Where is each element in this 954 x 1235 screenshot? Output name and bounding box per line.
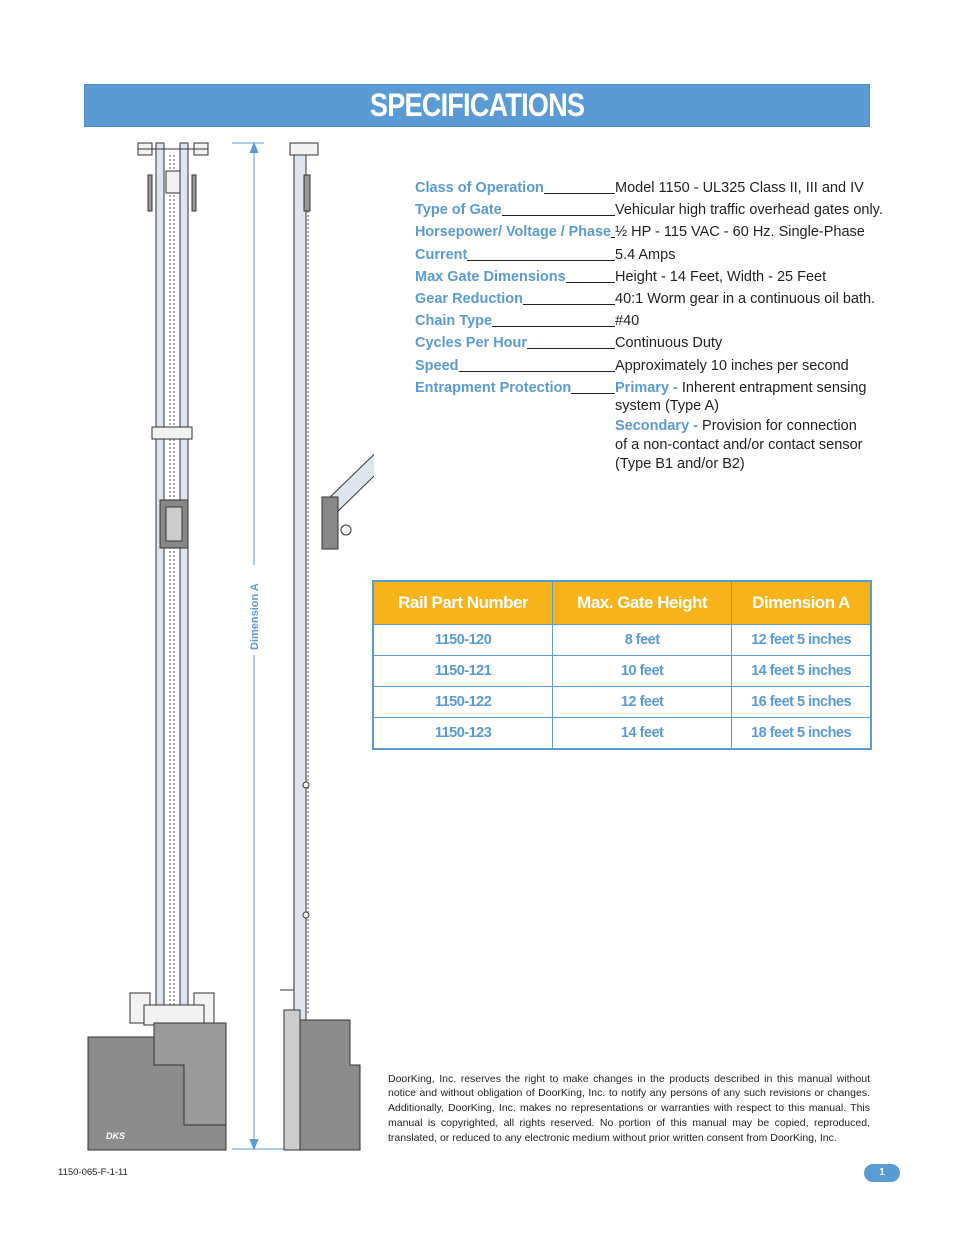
spec-value: Approximately 10 inches per second [615, 357, 849, 374]
table-cell: 10 feet [553, 656, 732, 687]
operator-rail-drawing [84, 135, 374, 1155]
table-cell: 14 feet 5 inches [732, 656, 871, 687]
table-row [373, 687, 871, 718]
drawing-logo: DKS [106, 1131, 126, 1141]
entrapment-secondary [615, 417, 870, 474]
table-cell: 12 feet [553, 687, 732, 718]
secondary-text: Provision for connection of a non-contact and/or contact sensor (Type B1 and/or B2) [615, 417, 863, 472]
spec-row-entrapment-protection [415, 379, 875, 415]
spec-label: Entrapment Protection [415, 379, 572, 396]
spec-label: Cycles Per Hour [415, 335, 528, 352]
table-cell: 1150-121 [373, 656, 553, 687]
header-rail-part-number: Rail Part Number [373, 581, 553, 625]
spec-value: Vehicular high traffic overhead gates only. [615, 202, 883, 219]
header-dimension-a: Dimension A [732, 581, 871, 625]
spec-row-horsepower [415, 223, 875, 241]
primary-label: Primary - [615, 379, 678, 396]
table-cell: 12 feet 5 inches [732, 625, 871, 656]
spec-row-current [415, 246, 875, 264]
spec-row-type-of-gate [415, 201, 883, 219]
spec-value: #40 [615, 313, 640, 330]
table-header-row [373, 581, 871, 625]
spec-value: Continuous Duty [615, 335, 723, 352]
table-cell: 16 feet 5 inches [732, 687, 871, 718]
table-cell: 1150-123 [373, 718, 553, 750]
dimension-a-label: Dimension A [249, 583, 261, 650]
document-code: 1150-065-F-1-11 [58, 1167, 128, 1178]
disclaimer-text: DoorKing, Inc. reserves the right to make changes in the products described in this manual without notice and without obligation of DoorKing, Inc. to notify any persons of any such revisions or changes. Additionally, DoorKing, Inc. makes no representations or warranties with respect to this manual. This manual is copyrighted, all rights reserved. No portion of this manual may be copied, reproduced, translated, or reduced to any electronic medium without prior written consent from DoorKing, Inc. [388, 1072, 870, 1144]
spec-label: Speed [415, 357, 459, 374]
spec-row-gear-reduction [415, 290, 875, 308]
spec-value: Height - 14 Feet, Width - 25 Feet [615, 268, 827, 285]
spec-label: Class of Operation [415, 180, 544, 196]
spec-label: Type of Gate [415, 202, 502, 219]
specifications-list [415, 179, 883, 474]
table-cell: 8 feet [553, 625, 732, 656]
spec-label: Max Gate Dimensions [415, 268, 566, 285]
spec-value: Model 1150 - UL325 Class II, III and IV [615, 180, 864, 196]
spec-row-class-of-operation [415, 179, 875, 197]
spec-row-speed [415, 357, 875, 375]
table-row [373, 625, 871, 656]
entrapment-primary [615, 379, 875, 415]
spec-label: Chain Type [415, 313, 493, 330]
spec-row-chain-type [415, 312, 875, 330]
spec-label: Gear Reduction [415, 290, 523, 307]
spec-row-max-gate-dimensions [415, 268, 875, 286]
spec-row-cycles-per-hour [415, 334, 875, 352]
page-number-badge: 1 [864, 1164, 900, 1182]
spec-label: Current [415, 246, 468, 263]
spec-value: 40:1 Worm gear in a continuous oil bath. [615, 290, 876, 307]
table-cell: 1150-122 [373, 687, 553, 718]
spec-value: 5.4 Amps [615, 246, 676, 263]
table-cell: 1150-120 [373, 625, 553, 656]
page-title: SPECIFICATIONS [369, 87, 585, 123]
table-row [373, 718, 871, 750]
table-cell: 18 feet 5 inches [732, 718, 871, 750]
secondary-label: Secondary - [615, 417, 698, 434]
title-bar [84, 84, 870, 127]
spec-value: ½ HP - 115 VAC - 60 Hz. Single-Phase [615, 224, 865, 241]
table-cell: 14 feet [553, 718, 732, 750]
primary-text: Inherent entrapment sensing system (Type A) [615, 379, 867, 414]
header-max-gate-height: Max. Gate Height [553, 581, 732, 625]
table-row [373, 656, 871, 687]
spec-label: Horsepower/ Voltage / Phase [415, 224, 611, 241]
rail-part-table [372, 580, 872, 750]
